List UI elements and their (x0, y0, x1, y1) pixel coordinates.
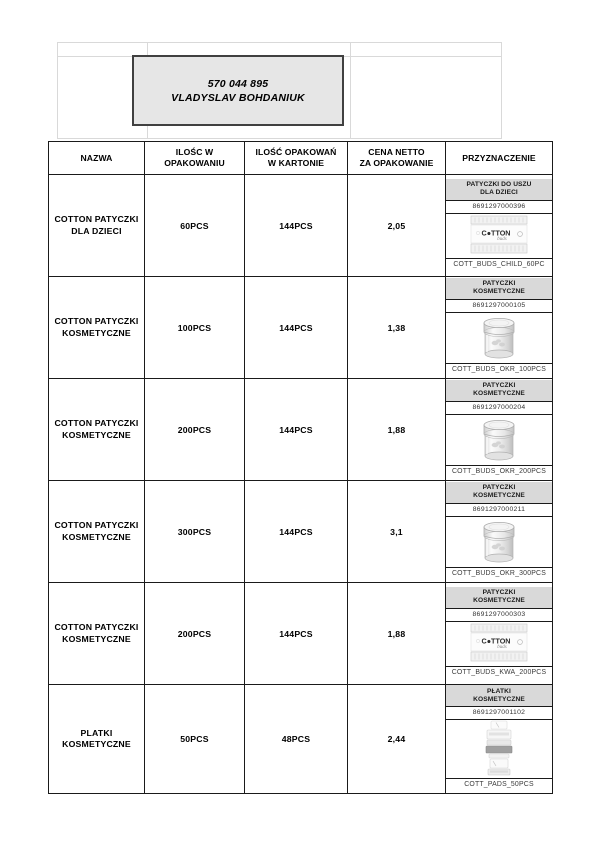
assignment-title-line2: DLA DZIECI (480, 189, 518, 196)
cell-packs-per-carton: 144PCS (245, 481, 348, 583)
cell-net-price: 1,88 (348, 379, 446, 481)
cotton-buds-jar-icon (475, 415, 523, 465)
cell-assignment (446, 685, 553, 794)
assignment-title (446, 179, 552, 201)
cell-packs-per-carton: 48PCS (245, 685, 348, 794)
table-header (49, 142, 553, 175)
column-header-ilosc-opakowan-w-kartonie (245, 142, 348, 175)
price-list-table (48, 141, 553, 794)
column-header-cena-netto-line2: ZA OPAKOWANIE (359, 158, 434, 168)
table-body (49, 175, 553, 794)
gridline-h (57, 42, 502, 43)
cell-assignment (446, 277, 553, 379)
gridline-v (501, 42, 502, 139)
assignment-wrapper (446, 179, 552, 273)
product-code: COTT_BUDS_OKR_300PCS (452, 569, 546, 577)
cell-qty-per-pack: 100PCS (145, 277, 245, 379)
assignment-wrapper (446, 587, 552, 681)
product-code: COTT_BUDS_OKR_100PCS (452, 365, 546, 373)
product-ean: 8691297000204 (446, 402, 552, 415)
vendor-phone: 570 044 895 (207, 77, 269, 90)
column-header-ilosc-w-opakowaniu-line1: ILOŚC W (175, 147, 214, 157)
table-row (49, 175, 553, 277)
cell-net-price: 1,88 (348, 583, 446, 685)
cell-net-price: 3,1 (348, 481, 446, 583)
assignment-title (446, 278, 552, 300)
assignment-title-line2: KOSMETYCZNE (473, 288, 525, 295)
column-header-ilosc-w-opakowaniu-line2: OPAKOWANIU (164, 158, 225, 168)
vendor-name: VLADYSLAV BOHDANIUK (171, 91, 305, 104)
assignment-title (446, 482, 552, 504)
assignment-wrapper (446, 482, 552, 582)
cell-net-price: 1,38 (348, 277, 446, 379)
assignment-title-line2: KOSMETYCZNE (473, 492, 525, 499)
cell-packs-per-carton: 144PCS (245, 175, 348, 277)
product-ean: 8691297000303 (446, 609, 552, 622)
column-header-ilosc-opakowan-line1: ILOŚĆ OPAKOWAŃ (255, 147, 337, 157)
product-image (446, 415, 552, 466)
table-header-row (49, 142, 553, 175)
cell-assignment (446, 481, 553, 583)
cotton-buds-jar-icon (475, 313, 523, 363)
cell-qty-per-pack: 200PCS (145, 379, 245, 481)
cell-packs-per-carton: 144PCS (245, 379, 348, 481)
assignment-title-line1: PŁATKI (487, 687, 511, 695)
cell-product-name: COTTON PATYCZKI DLA DZIECI (49, 175, 145, 277)
cell-product-name: COTTON PATYCZKI KOSMETYCZNE (49, 379, 145, 481)
column-header-ilosc-w-opakowaniu (145, 142, 245, 175)
column-header-cena-netto (348, 142, 446, 175)
column-header-nazwa (49, 142, 145, 175)
product-code: COTT_BUDS_OKR_200PCS (452, 467, 546, 475)
product-ean: 8691297000105 (446, 300, 552, 313)
assignment-wrapper (446, 685, 552, 793)
product-ean: 8691297001102 (446, 707, 552, 720)
product-image (446, 622, 552, 667)
cell-product-name: COTTON PATYCZKI KOSMETYCZNE (49, 277, 145, 379)
product-code: COTT_BUDS_CHILD_60PC (453, 260, 545, 268)
cotton-buds-box-icon (462, 214, 536, 258)
cell-packs-per-carton: 144PCS (245, 583, 348, 685)
cotton-buds-box-icon (462, 622, 536, 666)
cotton-buds-jar-icon (475, 517, 523, 567)
cotton-pads-stack-icon (479, 720, 519, 778)
column-header-ilosc-opakowan-line2: W KARTONIE (267, 158, 325, 168)
vendor-title-box (132, 55, 344, 126)
product-code: COTT_PADS_50PCS (464, 781, 534, 788)
table-row (49, 379, 553, 481)
cell-qty-per-pack: 300PCS (145, 481, 245, 583)
product-image (446, 720, 552, 779)
assignment-title-line1: PATYCZKI (482, 382, 516, 389)
svg-text:C●TTON: C●TTON (481, 228, 511, 237)
cell-net-price: 2,05 (348, 175, 446, 277)
column-header-cena-netto-line1: CENA NETTO (368, 147, 425, 157)
table-row (49, 583, 553, 685)
assignment-title-line1: PATYCZKI (482, 280, 516, 287)
cell-assignment (446, 175, 553, 277)
svg-text:C●TTON: C●TTON (481, 636, 511, 645)
column-header-nazwa-line1: NAZWA (80, 152, 113, 163)
column-header-przyznaczenie-line1: PRZYZNACZENIE (462, 152, 536, 163)
assignment-title (446, 587, 552, 609)
cell-net-price: 2,44 (348, 685, 446, 794)
cell-packs-per-carton: 144PCS (245, 277, 348, 379)
cell-qty-per-pack: 50PCS (145, 685, 245, 794)
cell-product-name: COTTON PATYCZKI KOSMETYCZNE (49, 583, 145, 685)
table-row (49, 481, 553, 583)
product-image (446, 517, 552, 568)
assignment-title-line1: PATYCZKI (482, 484, 516, 491)
table-row (49, 685, 553, 794)
product-code: COTT_BUDS_KWA_200PCS (451, 668, 547, 676)
gridline-v (57, 42, 58, 139)
svg-text:buds: buds (497, 236, 507, 242)
assignment-wrapper (446, 278, 552, 378)
cell-qty-per-pack: 200PCS (145, 583, 245, 685)
assignment-title (446, 685, 552, 707)
assignment-title (446, 380, 552, 402)
cell-product-name: PLATKI KOSMETYCZNE (49, 685, 145, 794)
gridline-v (350, 42, 351, 139)
cell-assignment (446, 379, 553, 481)
assignment-title-line2: KOSMETYCZNE (473, 390, 525, 397)
assignment-title-line1: PATYCZKI (482, 589, 516, 596)
column-header-przyznaczenie (446, 142, 553, 175)
product-image (446, 214, 552, 259)
assignment-title-line2: KOSMETYCZNE (473, 597, 525, 604)
table-row (49, 277, 553, 379)
product-image (446, 313, 552, 364)
cell-assignment (446, 583, 553, 685)
assignment-wrapper (446, 380, 552, 480)
product-ean: 8691297000211 (446, 504, 552, 517)
gridline-h (57, 138, 502, 139)
assignment-title-line2: KOSMETYCZNE (473, 695, 525, 703)
cell-product-name: COTTON PATYCZKI KOSMETYCZNE (49, 481, 145, 583)
cell-qty-per-pack: 60PCS (145, 175, 245, 277)
svg-text:buds: buds (497, 644, 507, 650)
assignment-title-line1: PATYCZKI DO USZU (466, 181, 532, 188)
product-ean: 8691297000396 (446, 201, 552, 214)
